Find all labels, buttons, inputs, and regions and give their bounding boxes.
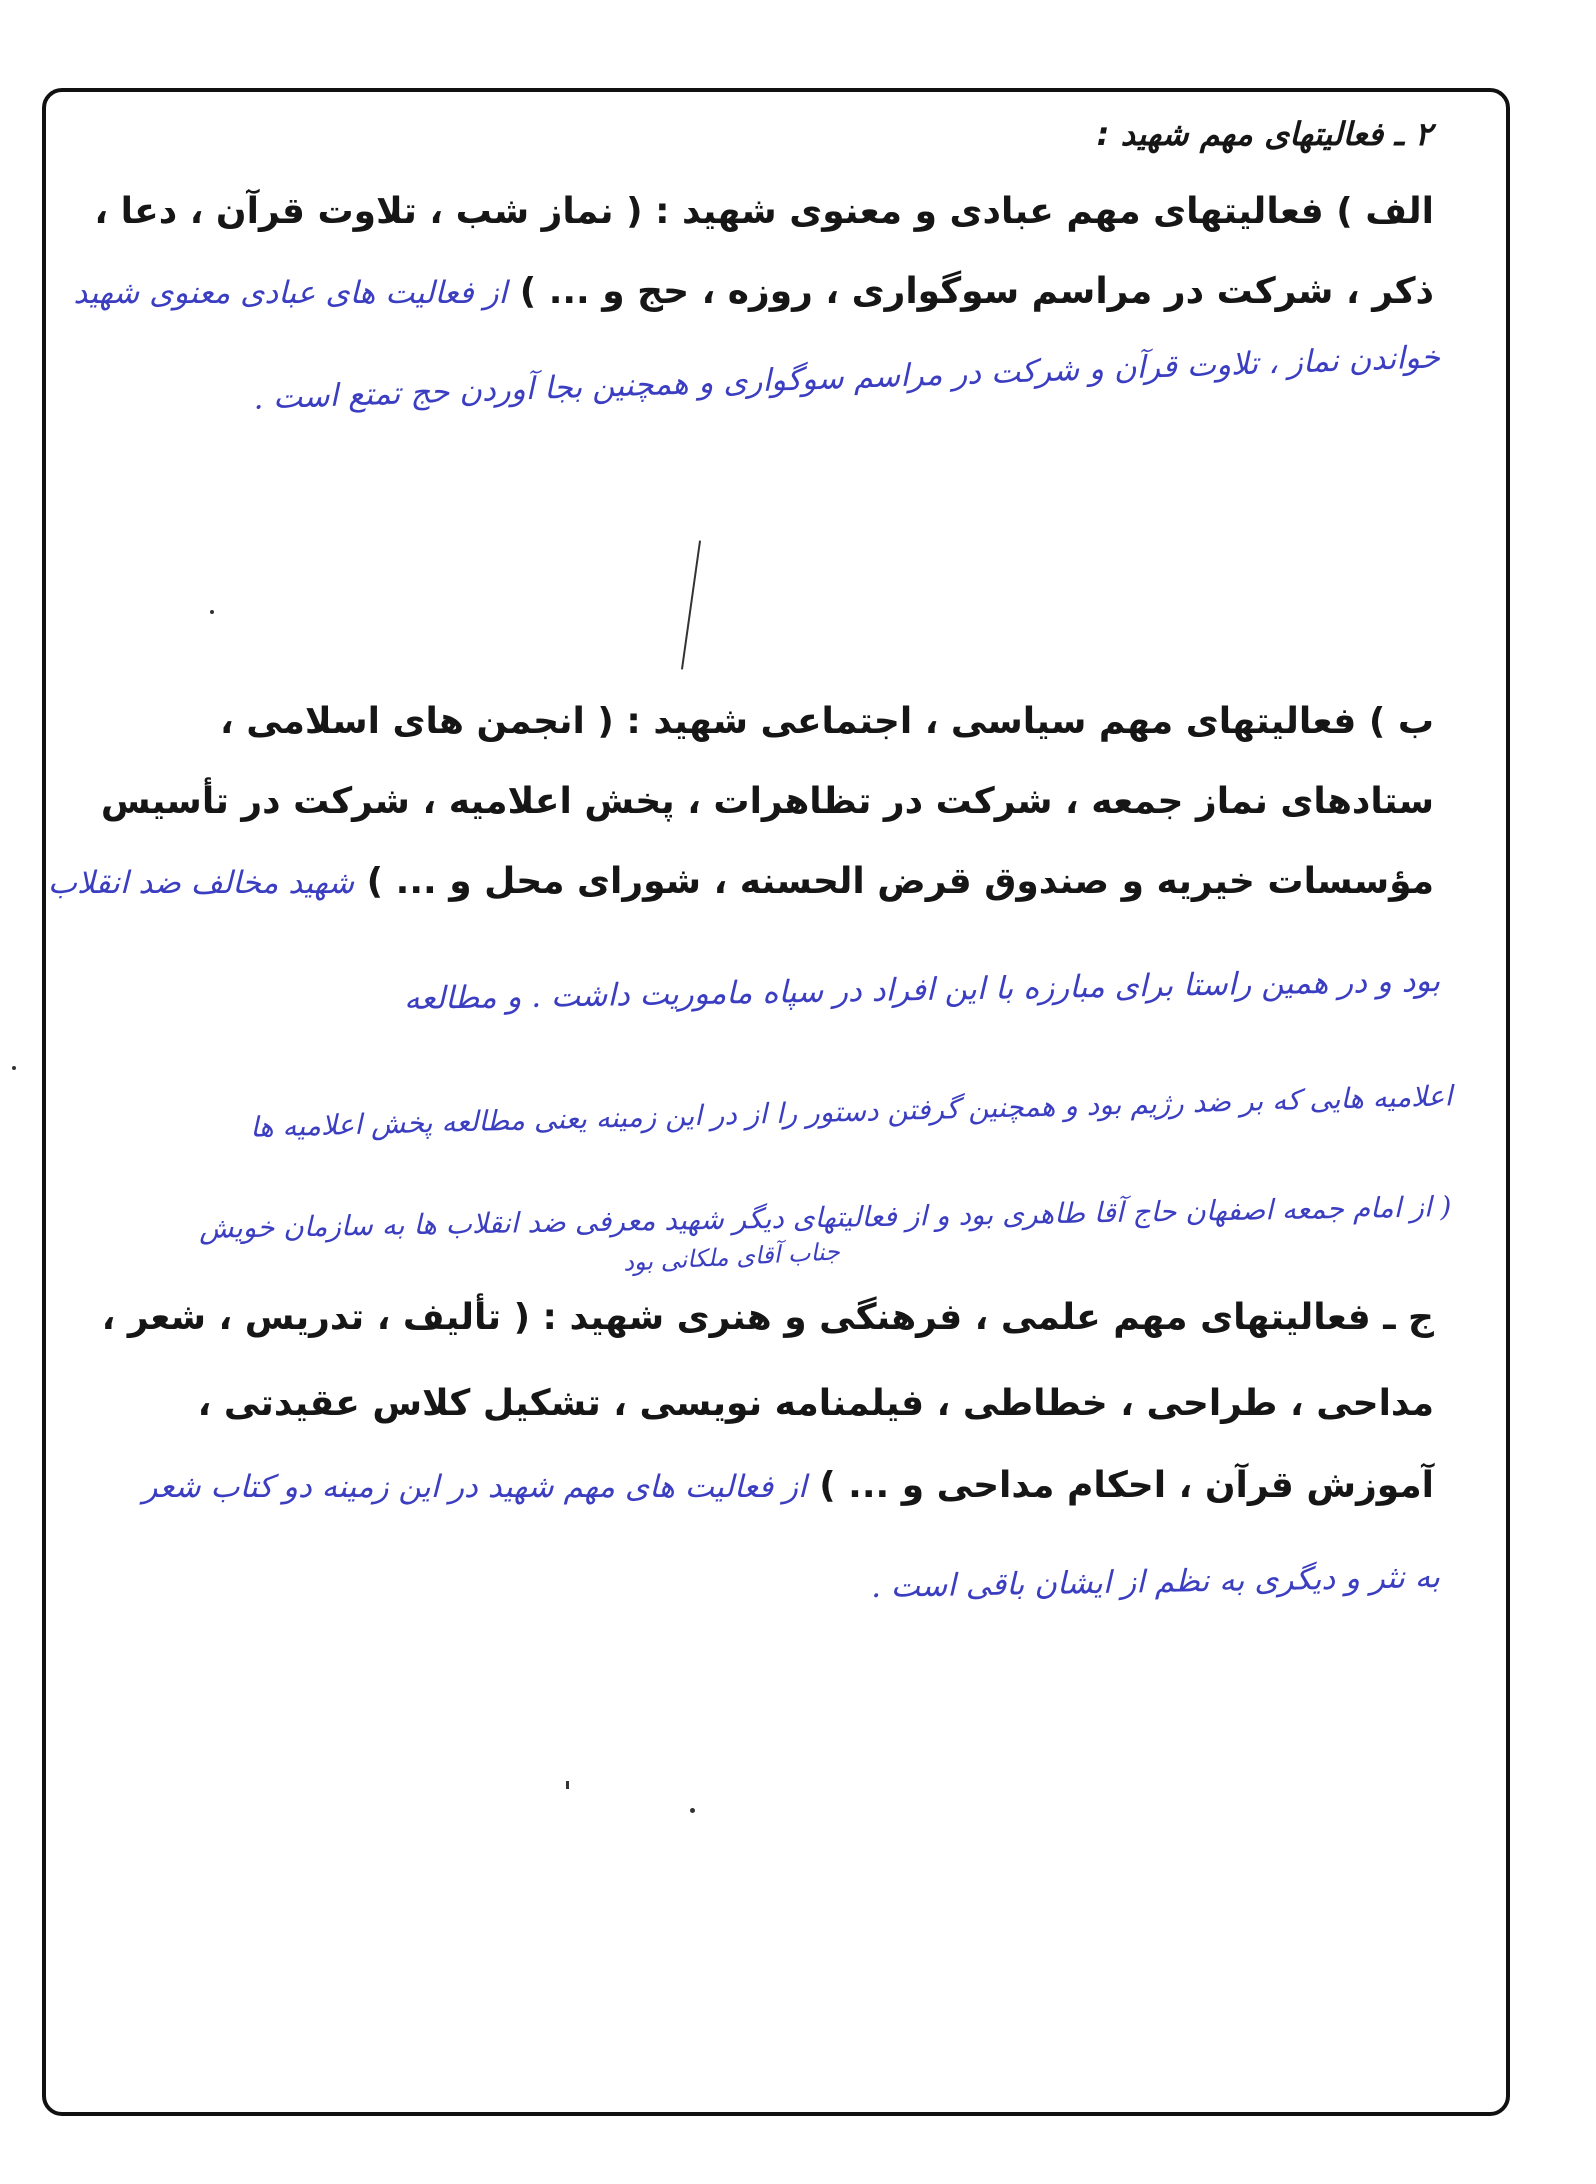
section-a-handwritten-inline: از فعالیت های عبادی معنوی شهید (73, 275, 508, 311)
section-b-handwritten-line-2: اعلامیه هایی که بر ضد رژیم بود و همچنین گرفتن دستور را از در این زمینه یعنی مطالعه پخش اعلامیه ها (249, 1079, 1453, 1144)
section-c-line-3-printed: آموزش قرآن ، احکام مداحی و ... ) (819, 1465, 1434, 1506)
scan-dot (690, 1808, 695, 1813)
section-a-line-1: الف ) فعالیتهای مهم عبادی و معنوی شهید : ( نماز شب ، تلاوت قرآن ، دعا ، (94, 191, 1434, 232)
section-b-line-1: ب ) فعالیتهای مهم سیاسی ، اجتماعی شهید : ( انجمن های اسلامی ، (220, 701, 1434, 742)
section-b-line-2: ستادهای نماز جمعه ، شرکت در تظاهرات ، پخش اعلامیه ، شرکت در تأسیس (100, 781, 1434, 822)
section-c-line-2: مداحی ، طراحی ، خطاطی ، فیلمنامه نویسی ، تشکیل کلاس عقیدتی ، (197, 1383, 1434, 1424)
section-b-handwritten-note: جناب آقای ملکانی بود (622, 1237, 841, 1277)
section-b-line-3 (48, 860, 1434, 905)
document-content (47, 0, 1460, 2184)
section-b-handwritten-inline: شهید مخالف ضد انقلاب (47, 865, 355, 901)
section-a-handwritten-line-1: خواندن نماز ، تلاوت قرآن و شرکت در مراسم سوگواری و همچنین بجا آوردن حج تمتع است . (252, 339, 1441, 417)
section-b-handwritten-line-1: بود و در همین راستا برای مبارزه با این افراد در سپاه ماموریت داشت . و مطالعه (403, 962, 1441, 1018)
section-c-handwritten-inline: از فعالیت های مهم شهید در این زمینه دو کتاب شعر (142, 1469, 807, 1505)
scan-dot (210, 610, 214, 614)
section-c-line-3 (143, 1464, 1434, 1509)
section-b-line-3-printed: مؤسسات خیریه و صندوق قرض الحسنه ، شورای محل و ... ) (366, 861, 1434, 902)
scan-dot (12, 1066, 16, 1070)
section-title: ۲ ـ فعالیتهای مهم شهید : (1096, 115, 1432, 153)
section-a-line-2 (73, 270, 1434, 315)
section-c-handwritten-line-1: به نثر و دیگری به نظم از ایشان باقی است . (870, 1559, 1441, 1605)
scan-dot (566, 1781, 569, 1789)
section-b-handwritten-line-3: ( از امام جمعه اصفهان حاج آقا طاهری بود و از فعالیتهای دیگر شهید معرفی ضد انقلاب ها به سازمان خویش (199, 1190, 1453, 1245)
section-c-line-1: ج ـ فعالیتهای مهم علمی ، فرهنگی و هنری شهید : ( تألیف ، تدریس ، شعر ، (101, 1297, 1434, 1338)
section-a-line-2-printed: ذکر ، شرکت در مراسم سوگواری ، روزه ، حج و ... ) (519, 271, 1434, 312)
